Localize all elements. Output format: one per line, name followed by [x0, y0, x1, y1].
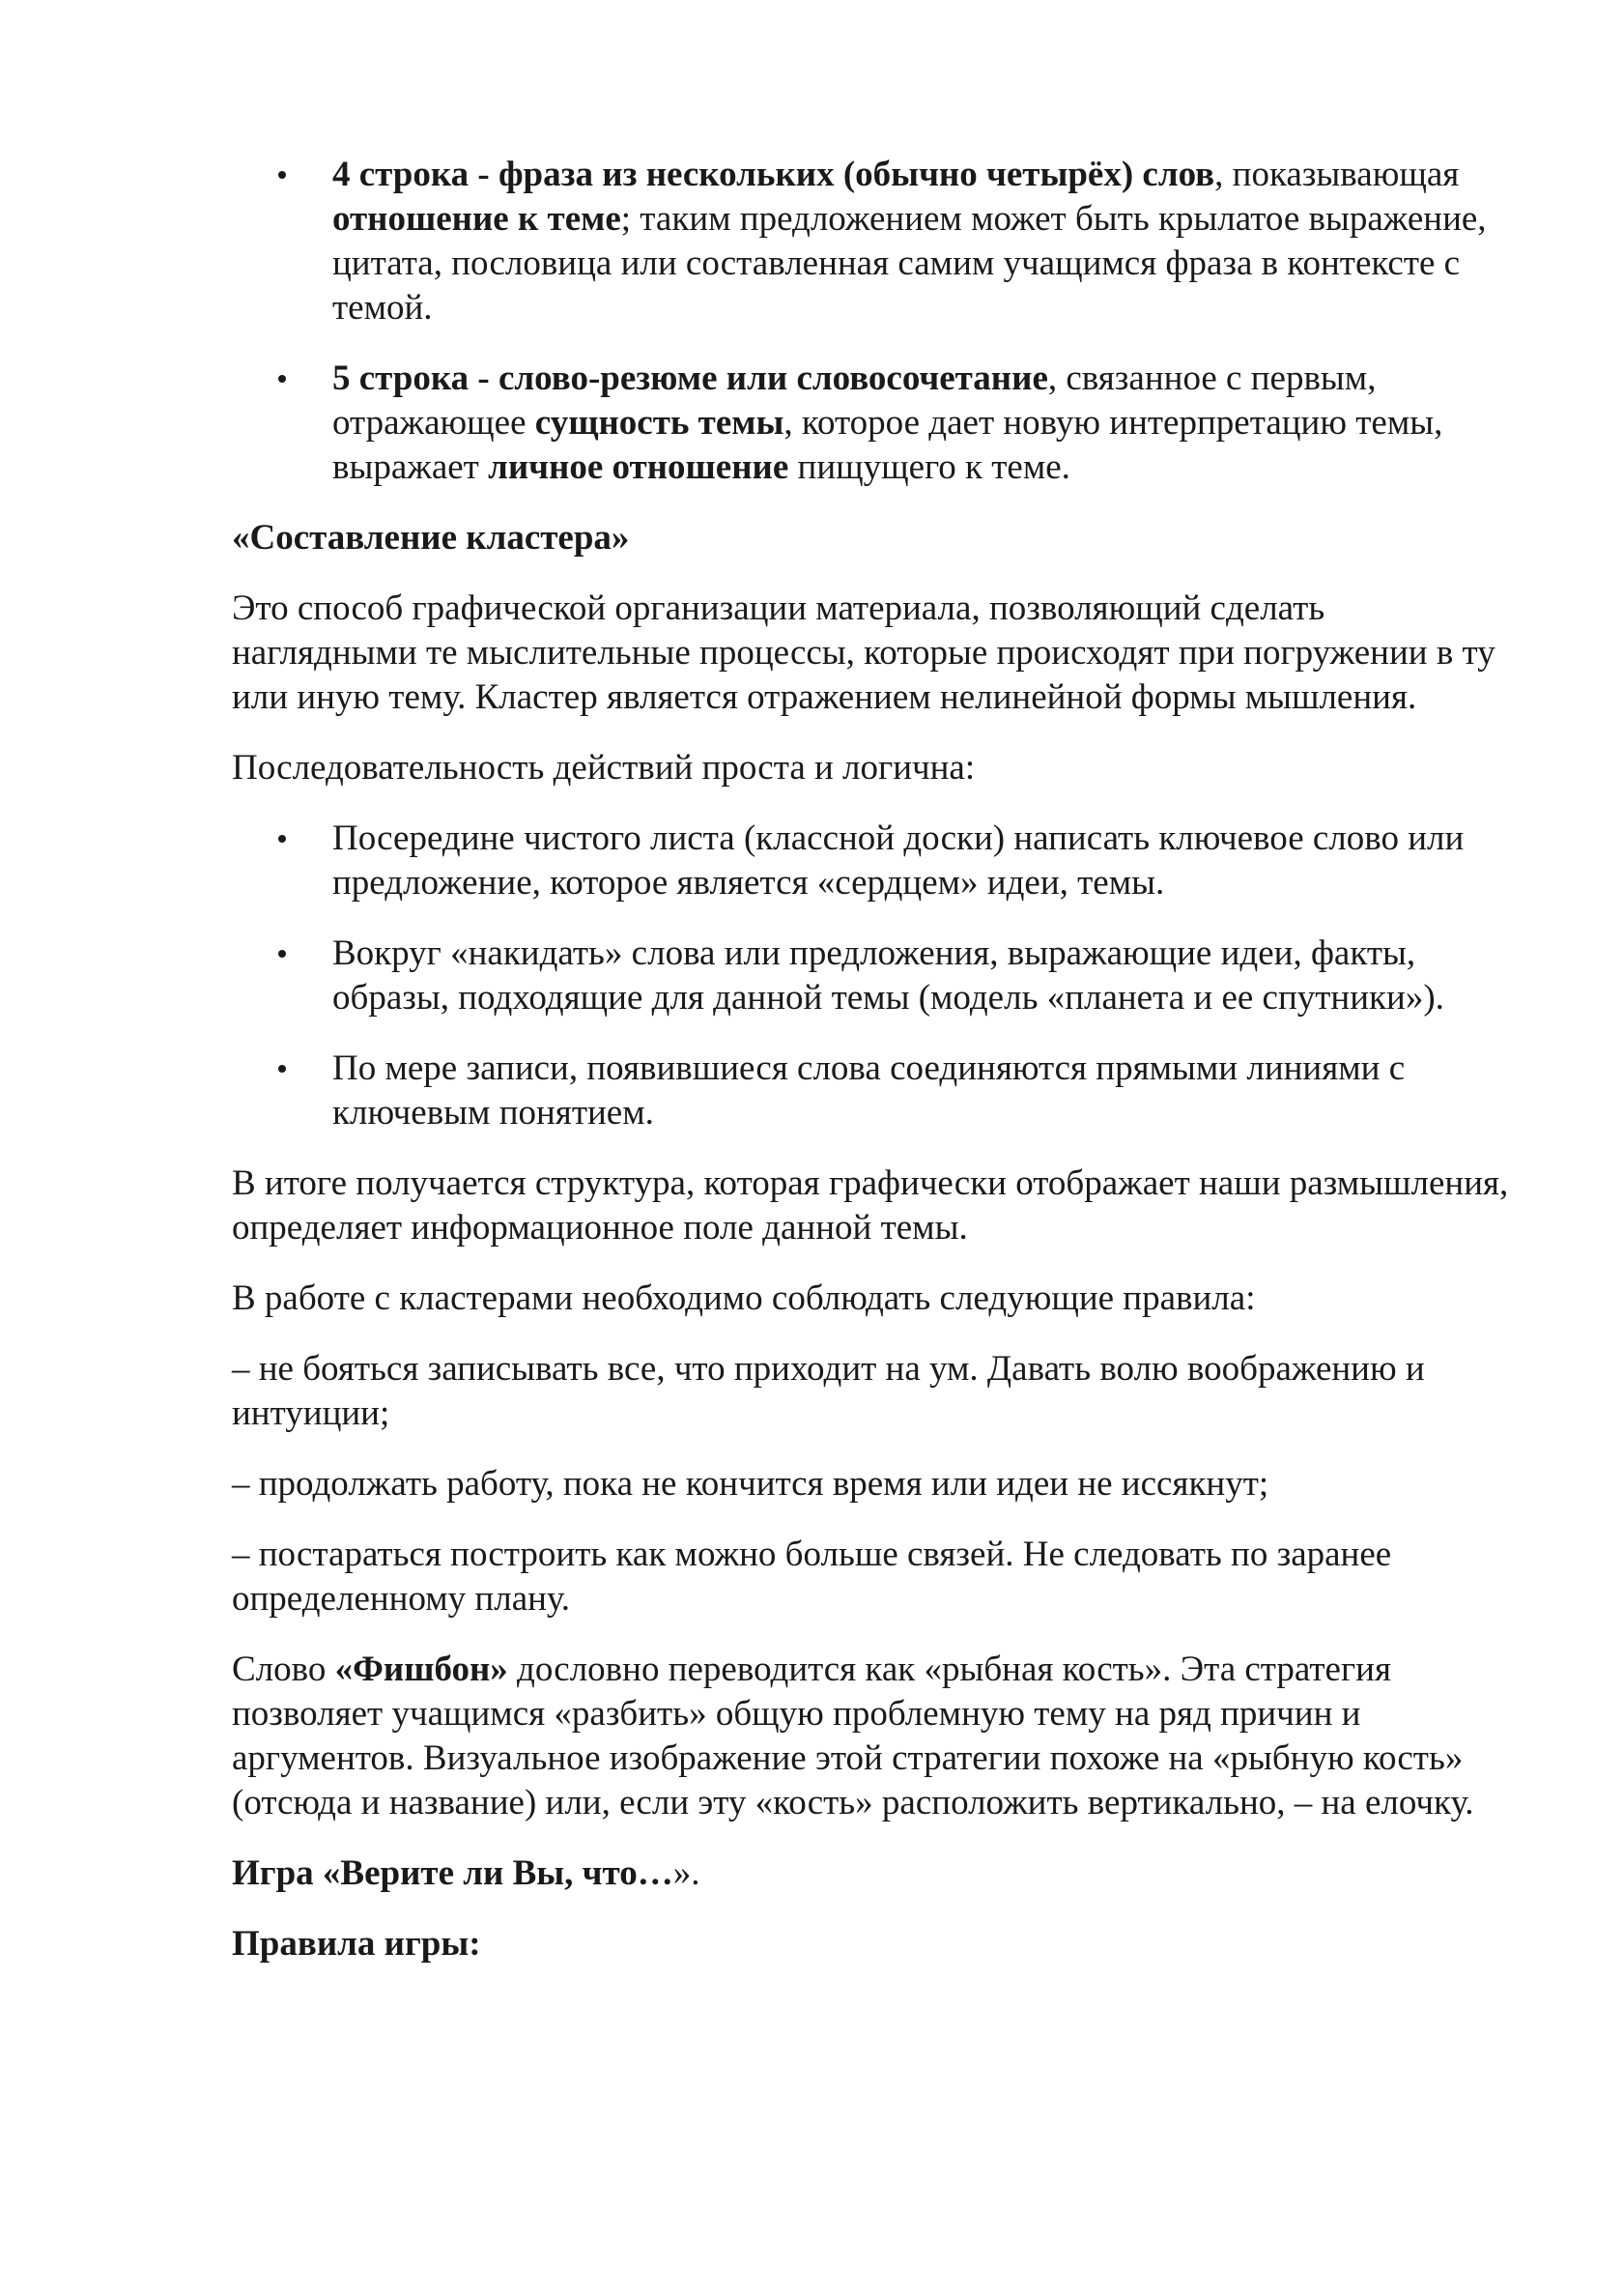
bold-text: Игра «Верите ли Вы, что… [232, 1853, 673, 1893]
text: Вокруг «накидать» слова или предложения, выражающие идеи, факты, образы, подходящие для данной темы (модель «планета и ее спутники»). [332, 933, 1444, 1018]
cluster-heading: «Составление кластера» [232, 518, 630, 558]
list-item [332, 817, 1517, 905]
text: Посередине чистого листа (классной доски) написать ключевое слово или предложение, которое является «сердцем» идеи, темы. [332, 818, 1465, 903]
text: , которое дает новую интерпретацию темы, выражает [332, 403, 1443, 487]
list-item [332, 932, 1517, 1020]
list-item [332, 1047, 1517, 1135]
rules-lead-paragraph: В работе с кластерами необходимо соблюдать следующие правила: [232, 1278, 1256, 1318]
bold-text: отношение к теме [332, 199, 621, 239]
rule-paragraph: – продолжать работу, пока не кончится время или идеи не иссякнут; [232, 1464, 1269, 1504]
cluster-steps-list [232, 817, 1517, 1135]
list-item [332, 357, 1517, 490]
bold-text: сущность темы [534, 403, 784, 443]
bullet-icon [278, 950, 286, 958]
text: пищущего к теме. [788, 447, 1070, 487]
sequence-lead-paragraph: Последовательность действий проста и логична: [232, 748, 976, 788]
bold-text: личное отношение [488, 447, 789, 487]
fishbone-paragraph [232, 1648, 1517, 1825]
rule-paragraph: – постараться построить как можно больше связей. Не следовать по заранее определенному плану. [232, 1535, 1392, 1619]
text: , связанное с первым, отражающее [332, 359, 1377, 443]
bullet-icon [278, 835, 286, 843]
rule-paragraph: – не бояться записывать все, что приходит на ум. Давать волю воображению и интуиции; [232, 1349, 1425, 1433]
text: ». [672, 1853, 700, 1893]
bold-text: 5 строка - слово-резюме или словосочетание [332, 359, 1048, 398]
text: , показывающая [1214, 155, 1460, 194]
cluster-result-paragraph: В итоге получается структура, которая графически отображает наши размышления, определяет информационное поле данной темы. [232, 1163, 1509, 1248]
bullet-icon [278, 1065, 286, 1073]
text: По мере записи, появившиеся слова соединяются прямыми линиями с ключевым понятием. [332, 1048, 1406, 1133]
cluster-intro-paragraph: Это способ графической организации материала, позволяющий сделать наглядными те мыслительные процессы, которые происходят при погружении в ту или иную тему. Кластер является отражением нелинейной формы мышления. [232, 588, 1495, 717]
sinkwine-line-list [232, 153, 1517, 490]
text: ; таким предложением может быть крылатое выражение, цитата, пословица или составленная самим учащимся фраза в контексте с темой. [332, 199, 1487, 328]
bullet-icon [278, 375, 286, 383]
text: дословно переводится как «рыбная кость». Эта стратегия позволяет учащимся «разбить» общую проблемную тему на ряд причин и аргументов. Визуальное изображение этой стратегии похоже на «рыбную кость» (отсюда и название) или, если эту «кость» расположить вертикально, – на елочку. [232, 1650, 1474, 1822]
bold-text: «Фишбон» [334, 1650, 508, 1689]
text: Слово [232, 1650, 335, 1689]
document-body [232, 153, 1517, 1993]
list-item [332, 153, 1517, 330]
bullet-icon [278, 171, 286, 179]
game-title [232, 1851, 1517, 1896]
bold-text: 4 строка - фраза из нескольких (обычно четырёх) слов [332, 155, 1215, 194]
game-rules-heading: Правила игры: [232, 1924, 481, 1964]
